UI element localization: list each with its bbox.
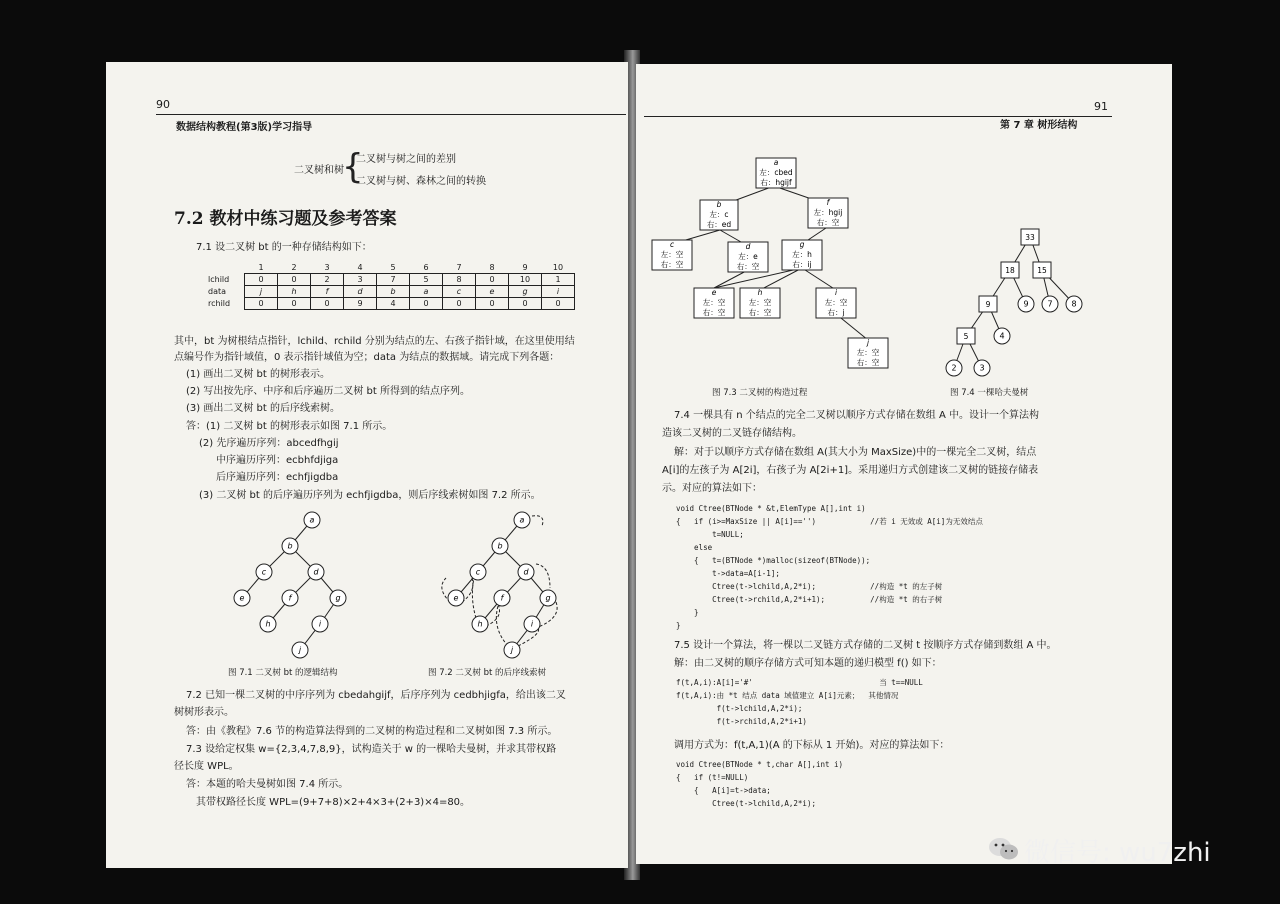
svg-text:g: g [545,593,551,603]
svg-text:9: 9 [1023,299,1029,309]
header-title: 数据结构教程(第3版)学习指导 [176,122,313,133]
paragraph: 7.5 设计一个算法，将一棵以二叉链方式存储的二叉树 t 按顺序方式存储到数组 A 中。 [674,640,1057,651]
tree-node [514,512,530,528]
brace-symbol: { [342,147,364,187]
svg-text:左：空: 左：空 [856,348,880,357]
svg-text:左：e: 左：e [738,252,758,261]
tree-node [518,564,534,580]
paragraph: 解：由二叉树的顺序存储方式可知本题的递归模型 f() 如下： [674,658,942,669]
construction-box [740,288,780,318]
wechat-icon [988,836,1020,862]
construction-box [652,240,692,270]
right-page [636,64,1172,864]
svg-text:d: d [523,567,529,577]
svg-text:h: h [265,619,271,629]
svg-text:j: j [298,645,302,655]
svg-text:4: 4 [999,331,1005,341]
left-page [106,62,628,868]
watermark-text: 微信号: wu7zhi [1024,838,1211,868]
svg-text:e: e [711,288,717,297]
tree-node [282,590,298,606]
svg-text:左：空: 左：空 [748,298,772,307]
svg-text:33: 33 [1025,233,1035,242]
paragraph: 其带权路径长度 WPL=(9+7+8)×2+4×3+(2+3)×4=80。 [196,797,471,808]
huffman-leaf [1018,296,1034,312]
svg-text:7: 7 [1047,299,1053,309]
answer-line: 后序遍历序列：echfjigdba [216,472,339,483]
list-item: (1) 画出二叉树 bt 的树形表示。 [186,369,330,380]
table-row: rchild 0 0 0 9 4 0 0 0 0 0 [208,298,575,310]
tree-node [448,590,464,606]
construction-box [808,198,848,228]
svg-text:c: c [669,240,675,249]
figure-caption: 图 7.1 二叉树 bt 的逻辑结构 [228,668,338,678]
huffman-internal-node [979,296,997,312]
answer-line: (2) 先序遍历序列：abcedfhgij [199,438,339,449]
svg-text:f: f [826,198,830,207]
svg-text:右：hgijf: 右：hgijf [760,178,792,187]
paragraph: 调用方式为：f(t,A,1)(A 的下标从 1 开始)。对应的算法如下： [674,740,950,751]
paragraph: 造该二叉树的二叉链存储结构。 [662,428,802,439]
huffman-internal-node [957,328,975,344]
huffman-leaf [1066,296,1082,312]
list-item: (2) 写出按先序、中序和后序遍历二叉树 bt 所得到的结点序列。 [186,386,470,397]
tree-node [494,590,510,606]
paragraph: 示。对应的算法如下： [662,483,762,494]
answer-line: 答：(1) 二叉树 bt 的树形表示如图 7.1 所示。 [186,421,393,432]
svg-text:h: h [477,619,483,629]
storage-table: 1 2 3 4 5 6 7 8 9 10 lchild 0 0 2 3 7 5 8 0 10 1 data j h f d b a c e g i rchild 0 0 0 9 4 0 0 0 0 0 [208,262,575,310]
tree-node [330,590,346,606]
svg-text:e: e [239,593,245,603]
svg-text:j: j [510,645,514,655]
paragraph: 径长度 WPL。 [174,761,239,772]
svg-text:a: a [309,515,315,525]
page-number: 91 [1094,100,1108,113]
svg-text:b: b [497,541,503,551]
svg-text:左：hgij: 左：hgij [813,208,843,217]
svg-text:f: f [288,593,292,603]
svg-text:b: b [716,200,722,209]
svg-text:a: a [773,158,779,167]
header-title: 第 7 章 树形结构 [1000,120,1078,131]
svg-text:右：ij: 右：ij [792,260,812,269]
svg-text:i: i [834,288,838,297]
figure-7-4-huffman-tree [936,224,1096,374]
svg-text:g: g [799,240,805,249]
table-row: lchild 0 0 2 3 7 5 8 0 10 1 [208,274,575,286]
page-number: 90 [156,98,170,111]
construction-box [782,240,822,270]
svg-text:d: d [745,242,751,251]
construction-box [694,288,734,318]
construction-box [756,158,796,188]
tree-node [540,590,556,606]
figure-caption: 图 7.2 二叉树 bt 的后序线索树 [428,668,547,678]
brace-root: 二叉树和树 [294,165,344,176]
svg-text:8: 8 [1071,299,1077,309]
tree-node [492,538,508,554]
huffman-leaf [1042,296,1058,312]
tree-node [312,616,328,632]
tree-node [308,564,324,580]
brace-item: 二叉树与树之间的差别 [356,154,456,165]
tree-node [234,590,250,606]
list-item: (3) 画出二叉树 bt 的后序线索树。 [186,403,340,414]
section-title: 7.2 教材中练习题及参考答案 [174,209,397,229]
construction-box [728,242,768,272]
svg-text:d: d [313,567,319,577]
svg-text:i: i [530,619,534,629]
huffman-leaf [994,328,1010,344]
svg-text:左：空: 左：空 [702,298,726,307]
header-rule [156,114,626,115]
answer-line: (3) 二叉树 bt 的后序遍历序列为 echfjigdba，则后序线索树如图 7.2 所示。 [199,490,541,501]
tree-node [256,564,272,580]
paragraph: 7.4 一棵具有 n 个结点的完全二叉树以顺序方式存储在数组 A 中。设计一个算法构 [674,410,1039,421]
svg-text:左：h: 左：h [792,250,812,259]
svg-text:右：空: 右：空 [736,262,760,271]
tree-node [470,564,486,580]
svg-text:右：空: 右：空 [748,308,772,317]
svg-text:b: b [287,541,293,551]
huffman-internal-node [1001,262,1019,278]
code-block: void Ctree(BTNode * t,char A[],int i) { if (t!=NULL) { A[i]=t->data; Ctree(t->lchild,A,2*i); [676,760,844,808]
svg-text:3: 3 [979,363,985,373]
paragraph: 树树形表示。 [174,707,234,718]
svg-text:右：空: 右：空 [702,308,726,317]
paragraph: 解：对于以顺序方式存储在数组 A(其大小为 MaxSize)中的一棵完全二叉树，结点 [674,447,1037,458]
paragraph: 其中，bt 为树根结点指针，lchild、rchild 分别为结点的左、右孩子指针域，在这里使用结 [174,336,575,347]
paragraph: 7.3 设给定权集 w={2,3,4,7,8,9}，试构造关于 w 的一棵哈夫曼树，并求其带权路 [186,744,557,755]
q71-intro: 7.1 设二叉树 bt 的一种存储结构如下： [196,242,372,253]
tree-node [304,512,320,528]
svg-text:左：空: 左：空 [660,250,684,259]
construction-box [700,200,738,230]
svg-text:i: i [318,619,322,629]
brace-item: 二叉树与树、森林之间的转换 [356,176,486,187]
tree-node [524,616,540,632]
figure-caption: 图 7.3 二叉树的构造过程 [712,388,808,398]
svg-text:左：c: 左：c [709,210,729,219]
svg-text:h: h [757,288,763,297]
table-row: data j h f d b a c e g i [208,286,575,298]
svg-text:右：空: 右：空 [856,358,880,367]
svg-text:右：ed: 右：ed [706,220,732,229]
paragraph: 答：本题的哈夫曼树如图 7.4 所示。 [186,779,349,790]
figure-7-2-threaded-tree [432,508,592,658]
svg-text:f: f [500,593,504,603]
paragraph: A[i]的左孩子为 A[2i]，右孩子为 A[2i+1]。采用递归方式创建该二叉树的链接存储表 [662,465,1039,476]
construction-box [848,338,888,368]
tree-node [260,616,276,632]
svg-text:18: 18 [1005,266,1015,275]
paragraph: 答：由《教程》7.6 节的构造算法得到的二叉树的构造过程和二叉树如图 7.3 所示。 [186,726,558,737]
svg-text:5: 5 [963,332,969,341]
tree-node [282,538,298,554]
answer-line: 中序遍历序列：ecbhfdjiga [216,455,339,466]
svg-text:c: c [261,567,267,577]
svg-text:15: 15 [1037,266,1047,275]
svg-text:a: a [519,515,525,525]
tree-node [472,616,488,632]
svg-text:c: c [475,567,481,577]
figure-7-3-construction [650,154,890,384]
tree-node [292,642,308,658]
paragraph: 点编号作为指针域值，0 表示指针域值为空；data 为结点的数据域。请完成下列各题： [174,352,560,363]
svg-text:右：j: 右：j [827,308,845,317]
construction-box [816,288,856,318]
paragraph: 7.2 已知一棵二叉树的中序序列为 cbedahgijf，后序序列为 cedbhjigfa，给出该二叉 [186,690,566,701]
svg-text:2: 2 [951,363,957,373]
svg-text:g: g [335,593,341,603]
huffman-leaf [946,360,962,376]
figure-7-1-tree [226,508,386,658]
svg-text:9: 9 [985,300,991,309]
header-rule [644,116,1112,117]
huffman-internal-node [1021,229,1039,245]
figure-caption: 图 7.4 一棵哈夫曼树 [950,388,1029,398]
svg-text:左：cbed: 左：cbed [759,168,793,177]
svg-text:左：空: 左：空 [824,298,848,307]
huffman-leaf [974,360,990,376]
huffman-internal-node [1033,262,1051,278]
tree-node [504,642,520,658]
svg-text:右：空: 右：空 [816,218,840,227]
svg-text:右：空: 右：空 [660,260,684,269]
svg-text:j: j [866,338,870,347]
recursive-model: f(t,A,i):A[i]='#' 当 t==NULL f(t,A,i):由 *t 结点 data 域值建立 A[i]元素； 其他情况 f(t->lchild,A,2*i); f(t->rchild,A,2*i+1) [676,678,923,726]
code-block: void Ctree(BTNode * &t,ElemType A[],int i) { if (i>=MaxSize || A[i]=='') //若 i 无效或 A[i]为无效结点 t=NULL; else { t=(BTNode *)malloc(sizeof(BTNode)); t->data=A[i-1]; Ctree(t->lchild,A,2*i); //构造 *t 的左子树 Ctree(t->rchild,A,2*i+1); //构造 *t 的右子树 } } [676,504,983,630]
svg-text:e: e [453,593,459,603]
